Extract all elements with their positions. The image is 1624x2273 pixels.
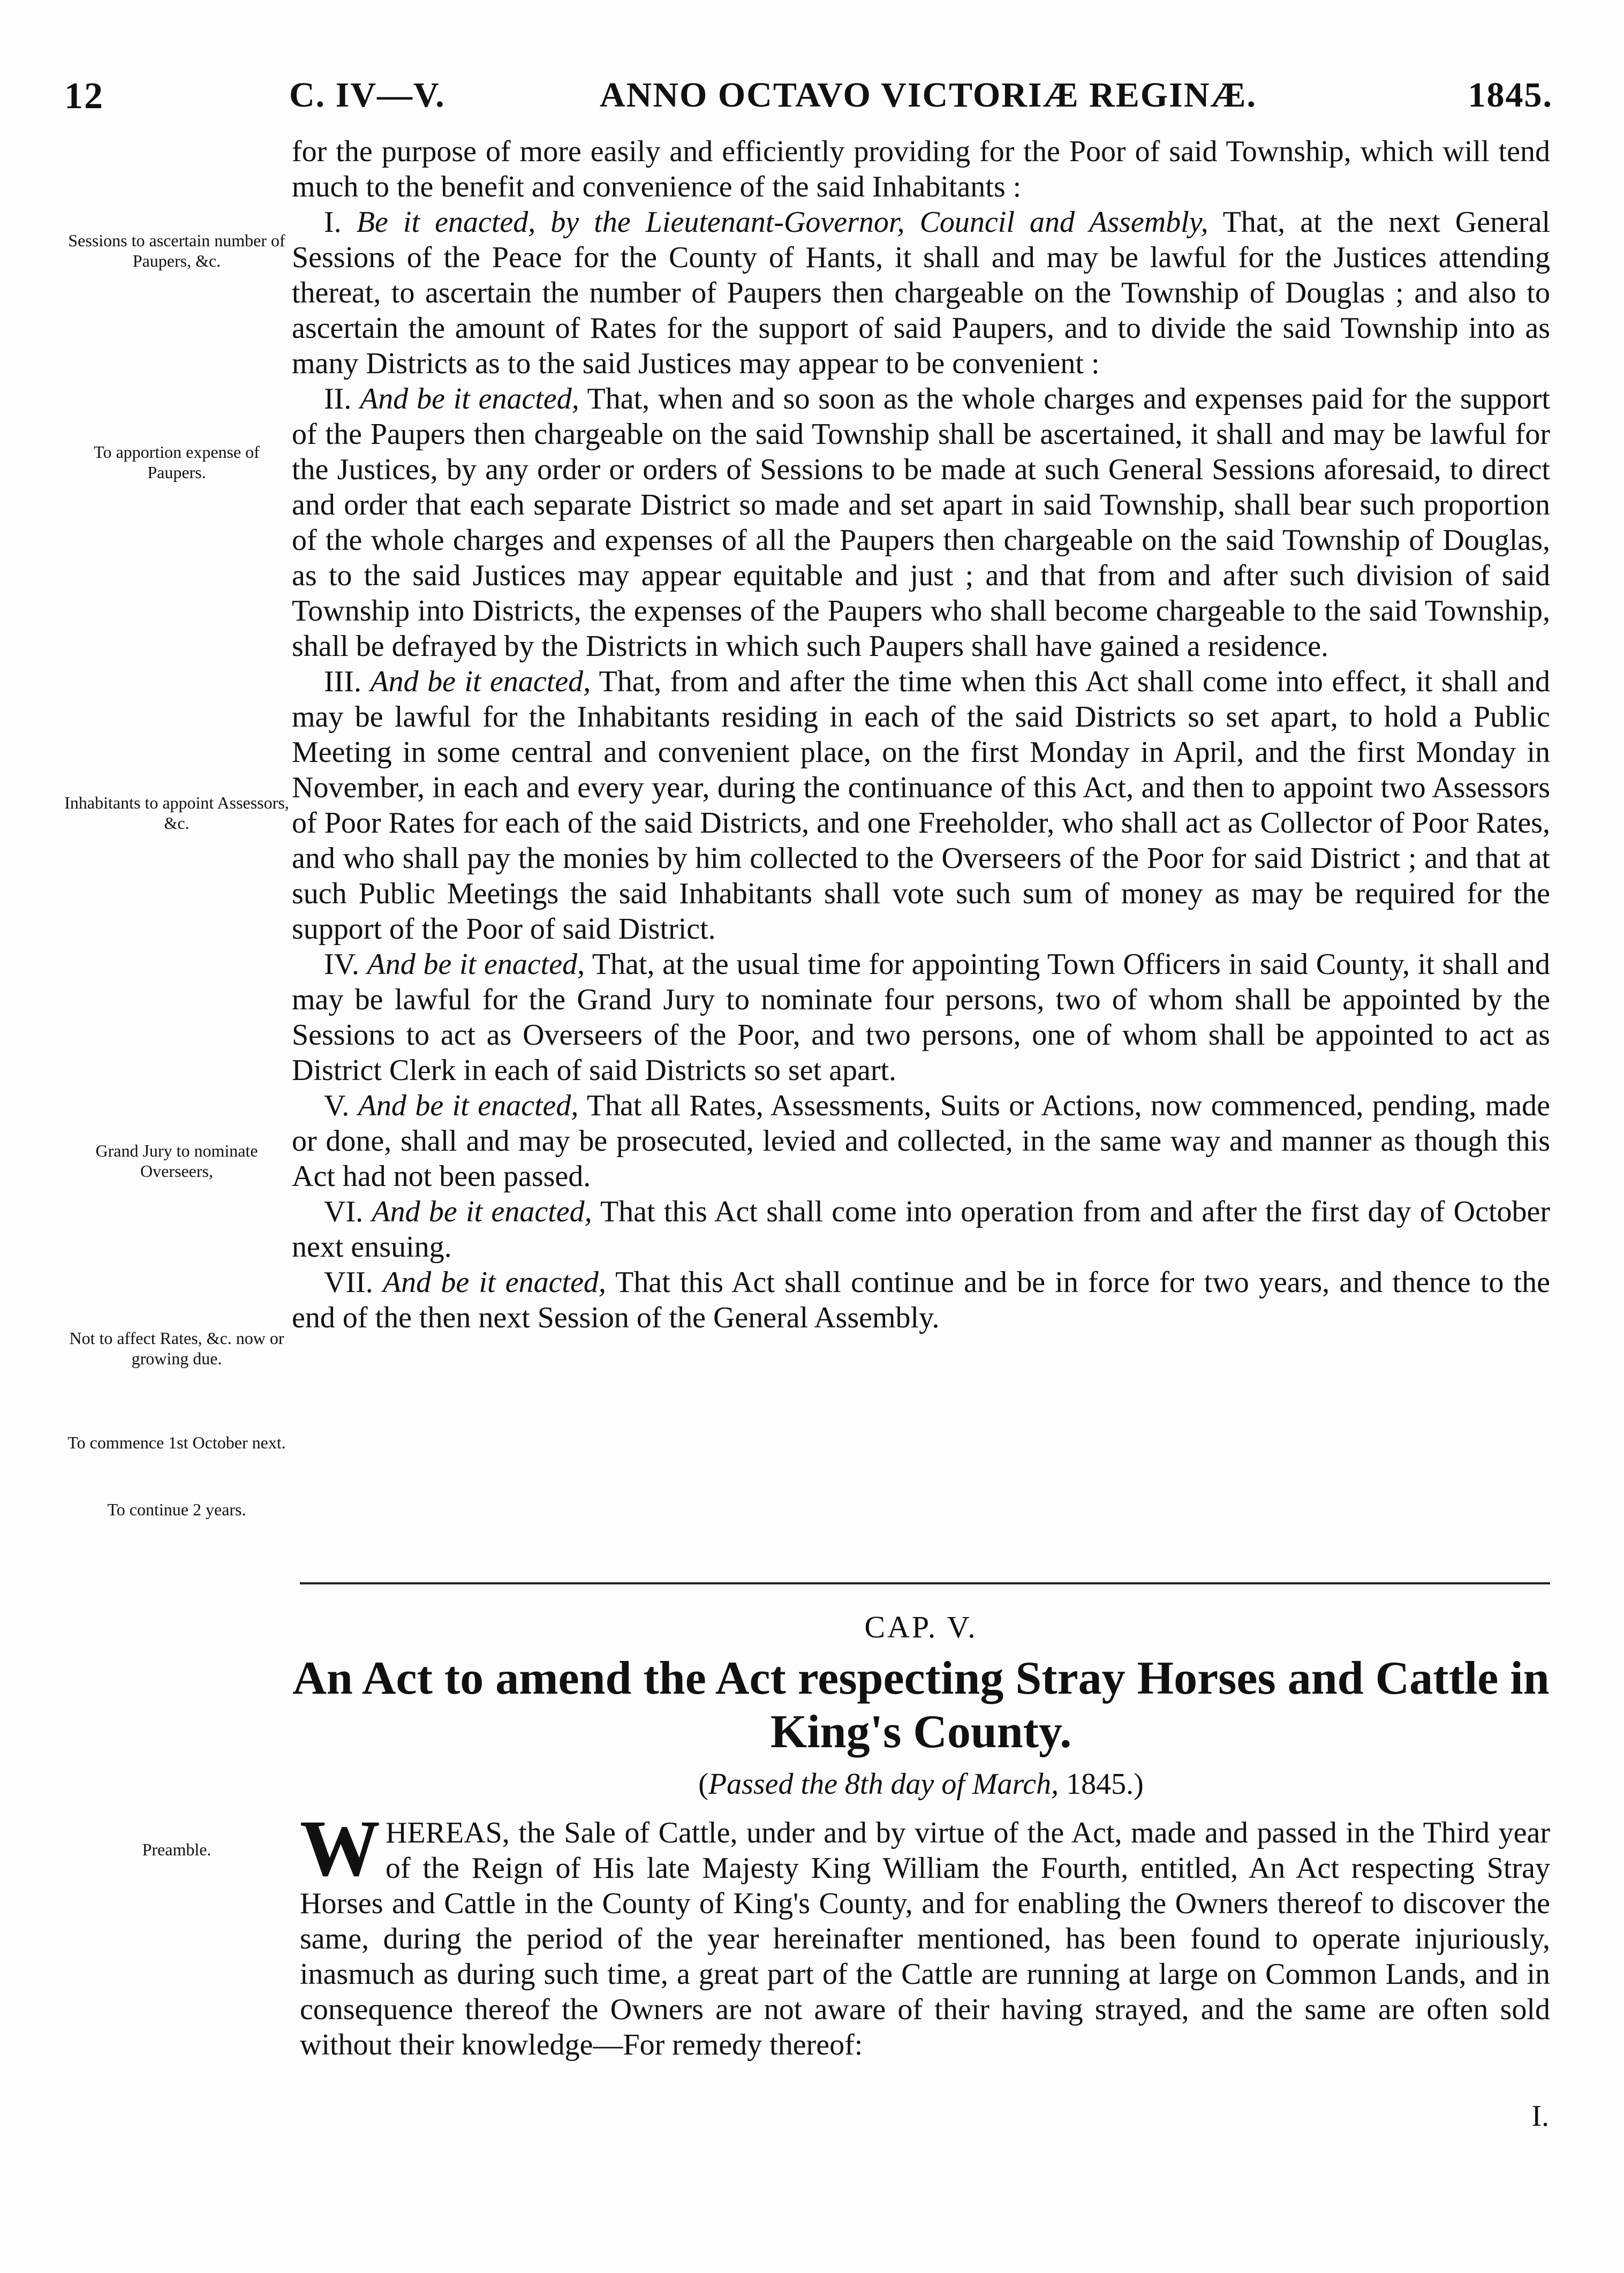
- margin-note-section-5: Not to affect Rates, &c. now or growing due.: [69, 1328, 284, 1368]
- passed-year: 1845.): [1059, 1768, 1144, 1801]
- section-text: That this Act shall come into operation from and after the first day of October next ensuing.: [292, 1195, 1551, 1264]
- cap-iv-body: [292, 134, 1550, 1335]
- section-3: [292, 664, 1550, 947]
- section-number: II.: [324, 382, 352, 416]
- chapter-reference: C. IV—V.: [289, 75, 445, 115]
- running-title: ANNO OCTAVO VICTORIÆ REGINÆ.: [600, 75, 1257, 115]
- act-title: An Act to amend the Act respecting Stray Horses and Cattle in King's County.: [292, 1652, 1550, 1758]
- section-text: That, at the usual time for appointing Town Officers in said County, it shall and may be lawful for the Grand Jury to nominate four persons, two of whom shall be appointed by the Sessions to act as Overseers of the Poor, and two persons, one of whom shall be appointed to act as District Clerk in each of said Districts so set apart.: [292, 948, 1550, 1087]
- enacting-formula: And be it enacted,: [382, 1266, 606, 1299]
- header-year: 1845.: [1468, 75, 1553, 115]
- section-text: That, when and so soon as the whole charges and expenses paid for the support of the Paupers then chargeable on the said Township shall be ascertained, it shall and may be lawful for the Justices, by any order or orders of Sessions to be made at such General Sessions aforesaid, to direct and order that each separate District so made and set apart in said Township, shall bear such proportion of the whole charges and expenses of all the Paupers then chargeable on the said Township of Douglas, as to the said Justices may appear equitable and just ; and that from and after such division of said Township into Districts, the expenses of the Paupers who shall become chargeable to the said Township, shall be defrayed by the Districts in which such Paupers shall have gained a residence.: [292, 382, 1550, 663]
- enacting-formula: And be it enacted,: [372, 1195, 592, 1228]
- enacting-formula: And be it enacted,: [367, 948, 585, 981]
- enacting-formula: And be it enacted,: [358, 1089, 579, 1122]
- section-text: That, from and after the time when this Act shall come into effect, it shall and may be lawful for the Inhabitants residing in each of the said Districts so set apart, to hold a Public Meeting in some central and convenient place, on the first Monday in April, and the first Monday in November, in each and every year, during the continuance of this Act, and then to appoint two Assessors of Poor Rates for each of the said Districts, and one Freeholder, who shall act as Collector of Poor Rates, and who shall pay the monies by him collected to the Overseers of the Poor for said District ; and that at such Public Meetings the said Inhabitants shall vote such sum of money as may be required for the support of the Poor of said District.: [292, 665, 1550, 946]
- passed-date-line: [292, 1767, 1550, 1801]
- margin-note-section-2: To apportion expense of Paupers.: [94, 442, 260, 482]
- section-number: VI.: [324, 1195, 364, 1228]
- section-number: IV.: [324, 948, 359, 981]
- section-number: VII.: [324, 1266, 373, 1299]
- section-4: [292, 947, 1550, 1088]
- section-7: [292, 1265, 1550, 1335]
- section-text: That this Act shall continue and be in force for two years, and thence to the end of the then next Session of the General Assembly.: [292, 1266, 1550, 1334]
- preamble-text: HEREAS, the Sale of Cattle, under and by virtue of the Act, made and passed in the Third year of the Reign of His late Majesty King William the Fourth, entitled, An Act respecting Stray Horses and Cattle in the County of King's County, and for enabling the Owners thereof to discover the same, during the period of the year hereinafter mentioned, has been found to operate injuriously, inasmuch as during such time, a great part of the Cattle are running at large on Common Lands, and in consequence thereof the Owners are not aware of their having strayed, and the same are often sold without their knowledge—For remedy thereof:: [300, 1816, 1550, 2061]
- enacting-formula: And be it enacted,: [360, 382, 579, 416]
- margin-note-section-7: To continue 2 years.: [107, 1500, 246, 1519]
- catchword: I.: [1531, 2100, 1549, 2133]
- margin-note-preamble: Preamble.: [142, 1840, 212, 1859]
- section-number: I.: [324, 206, 342, 239]
- drop-cap: W: [300, 1804, 380, 1893]
- section-5: [292, 1088, 1550, 1194]
- section-divider: [300, 1582, 1550, 1584]
- enacting-formula: And be it enacted,: [370, 665, 591, 698]
- cap-v-heading: CAP. V.: [864, 1610, 978, 1644]
- section-number: V.: [324, 1089, 350, 1122]
- section-2: [292, 381, 1550, 664]
- preamble: [300, 1804, 1550, 2063]
- running-header: [64, 75, 1553, 123]
- section-number: III.: [324, 665, 361, 698]
- margin-note-section-3: Inhabitants to appoint Assessors, &c.: [64, 793, 289, 833]
- passed-open-paren: (: [698, 1768, 708, 1801]
- section-text: That all Rates, Assessments, Suits or Actions, now commenced, pending, made or done, shall and may be prosecuted, levied and collected, in the same way and manner as though this Act had not been passed.: [292, 1089, 1551, 1193]
- margin-note-section-6: To commence 1st October next.: [67, 1433, 286, 1452]
- section-6: [292, 1194, 1550, 1265]
- margin-note-section-4: Grand Jury to nominate Overseers,: [95, 1141, 258, 1181]
- section-text: That, at the next General Sessions of the Peace for the County of Hants, it shall and may be lawful for the Justices attending thereat, to ascertain the number of Paupers then chargeable on the Township of Douglas ; and also to ascertain the amount of Rates for the support of said Paupers, and to divide the said Township into as many Districts as to the said Justices may appear to be convenient :: [292, 206, 1550, 380]
- section-1: [292, 205, 1550, 381]
- enacting-formula: Be it enacted, by the Lieutenant-Governor, Council and Assembly,: [356, 206, 1208, 239]
- page-number: 12: [64, 75, 104, 117]
- margin-note-section-1: Sessions to ascertain number of Paupers, &c.: [68, 231, 285, 270]
- passed-date: Passed the 8th day of March,: [708, 1768, 1059, 1801]
- cap-iv-intro: for the purpose of more easily and efficiently providing for the Poor of said Township, which will tend much to the benefit and convenience of the said Inhabitants :: [292, 135, 1550, 203]
